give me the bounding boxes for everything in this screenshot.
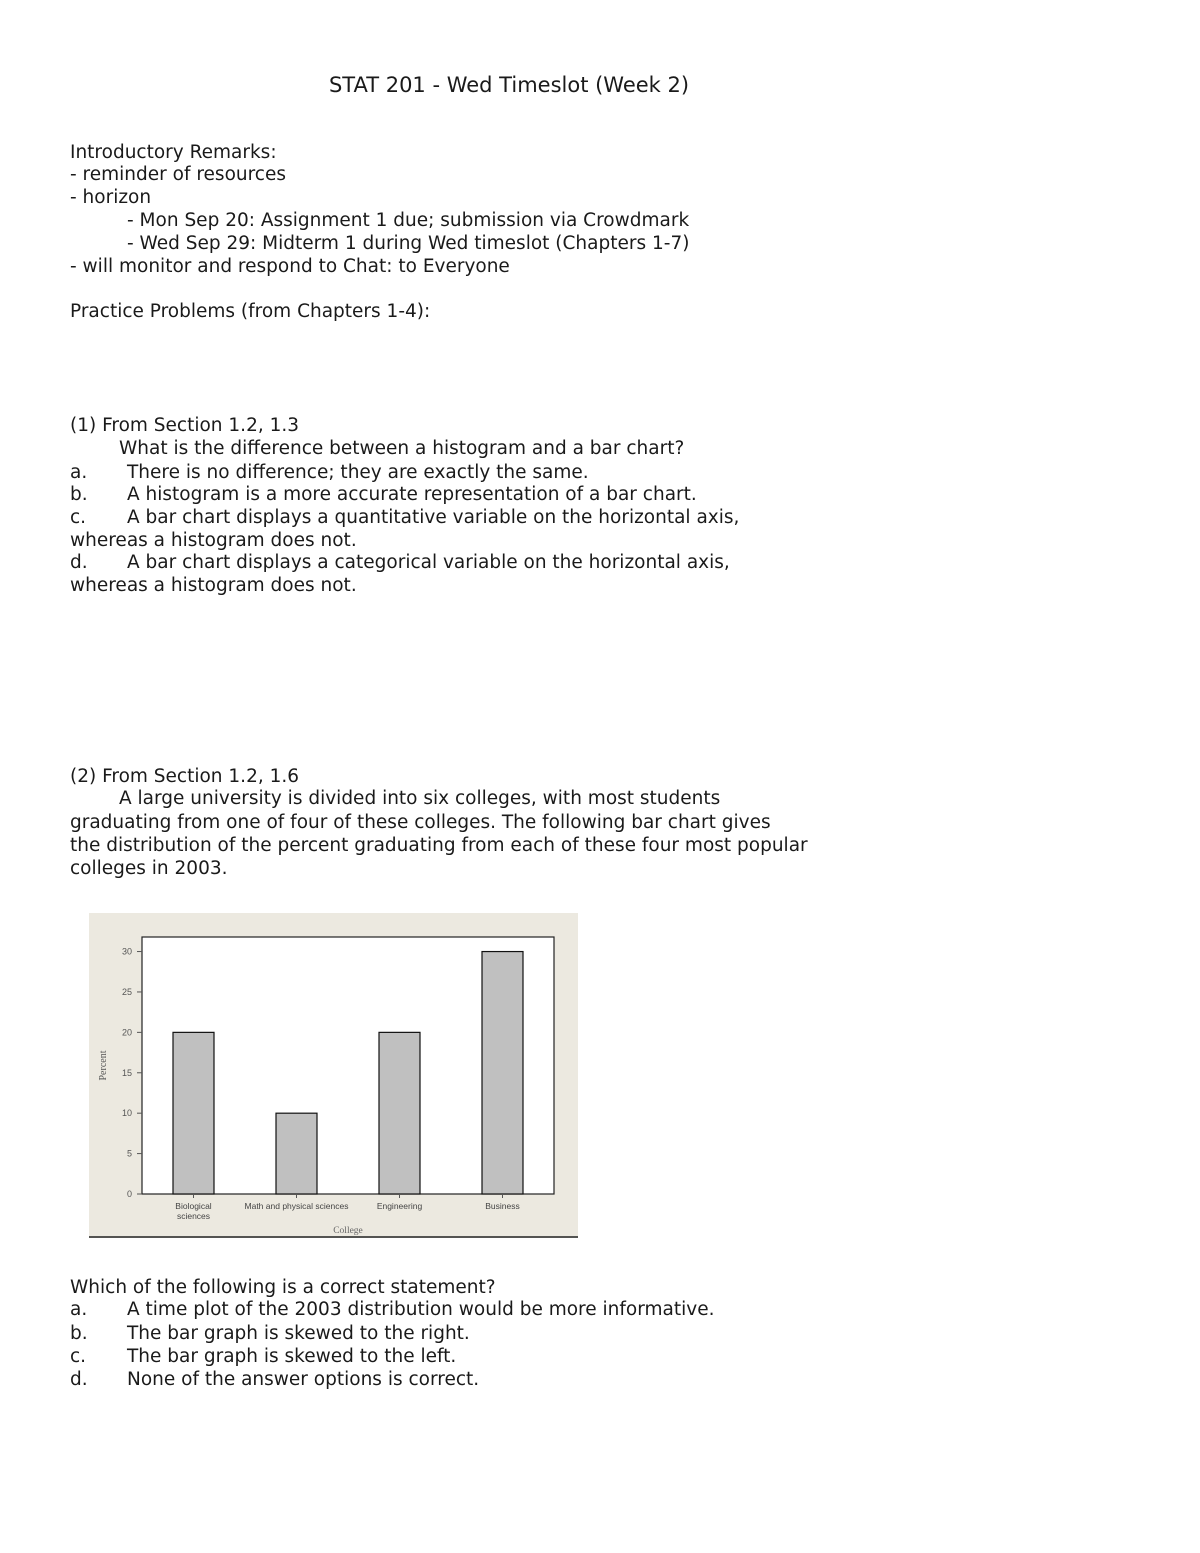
option-text: None of the answer options is correct. — [127, 1369, 480, 1390]
option-text: A bar chart displays a categorical variable on the horizontal axis, — [127, 552, 730, 573]
option-text: The bar graph is skewed to the left. — [127, 1346, 457, 1367]
q2-prompt: Which of the following is a correct statement? — [70, 1277, 496, 1298]
x-axis-label: College — [333, 1226, 363, 1236]
y-tick-label: 10 — [121, 1108, 132, 1119]
x-tick-label: Engineering — [376, 1201, 423, 1211]
q2-paragraph-line: colleges in 2003. — [70, 858, 228, 879]
option-letter: d. — [70, 552, 88, 573]
q2-paragraph-line: graduating from one of four of these colleges. The following bar chart gives — [70, 812, 771, 833]
intro-sub-item: - Mon Sep 20: Assignment 1 due; submission via Crowdmark — [127, 210, 690, 231]
bar-chart — [89, 913, 578, 1238]
page-title: STAT 201 - Wed Timeslot (Week 2) — [328, 73, 690, 97]
option-text: A histogram is a more accurate representation of a bar chart. — [127, 484, 697, 505]
y-tick-label: 5 — [126, 1148, 132, 1159]
option-letter: c. — [70, 1346, 87, 1367]
option-text: The bar graph is skewed to the right. — [127, 1323, 470, 1344]
y-tick-label: 20 — [121, 1027, 132, 1038]
q1-question: What is the difference between a histogram and a bar chart? — [119, 438, 685, 459]
x-tick-label: Business — [485, 1201, 520, 1211]
x-tick-label: Biological — [175, 1201, 212, 1211]
intro-item: - will monitor and respond to Chat: to Everyone — [70, 256, 510, 277]
q2-paragraph-line: A large university is divided into six colleges, with most students — [119, 788, 721, 809]
q2-header: (2) From Section 1.2, 1.6 — [70, 766, 300, 787]
q1-header: (1) From Section 1.2, 1.3 — [70, 415, 300, 436]
intro-item: - reminder of resources — [70, 164, 287, 185]
y-tick-label: 0 — [126, 1189, 132, 1199]
bar — [482, 952, 523, 1194]
option-letter: b. — [70, 484, 88, 505]
bar-chart-svg — [89, 913, 578, 1238]
option-text: There is no difference; they are exactly the same. — [127, 462, 589, 483]
option-text-continued: whereas a histogram does not. — [70, 575, 357, 596]
y-tick-label: 25 — [121, 986, 132, 997]
option-text: A time plot of the 2003 distribution would be more informative. — [127, 1299, 715, 1320]
option-text: A bar chart displays a quantitative variable on the horizontal axis, — [127, 507, 740, 528]
bar — [276, 1113, 317, 1194]
option-letter: b. — [70, 1323, 88, 1344]
y-tick-label: 30 — [121, 946, 132, 957]
bar — [379, 1032, 420, 1194]
intro-sub-item: - Wed Sep 29: Midterm 1 during Wed timeslot (Chapters 1-7) — [127, 233, 690, 254]
intro-item: - horizon — [70, 187, 152, 208]
option-text-continued: whereas a histogram does not. — [70, 530, 357, 551]
intro-heading: Introductory Remarks: — [70, 142, 277, 163]
x-tick-label: sciences — [176, 1211, 211, 1221]
y-tick-label: 15 — [121, 1067, 132, 1078]
practice-heading: Practice Problems (from Chapters 1-4): — [70, 301, 431, 322]
option-letter: d. — [70, 1369, 88, 1390]
option-letter: a. — [70, 462, 88, 483]
y-axis-label: Percent — [98, 1050, 109, 1081]
q2-paragraph-line: the distribution of the percent graduating from each of these four most popular — [70, 835, 808, 856]
bar — [173, 1032, 214, 1194]
x-tick-label: Math and physical sciences — [244, 1201, 349, 1211]
option-letter: a. — [70, 1299, 88, 1320]
option-letter: c. — [70, 507, 87, 528]
